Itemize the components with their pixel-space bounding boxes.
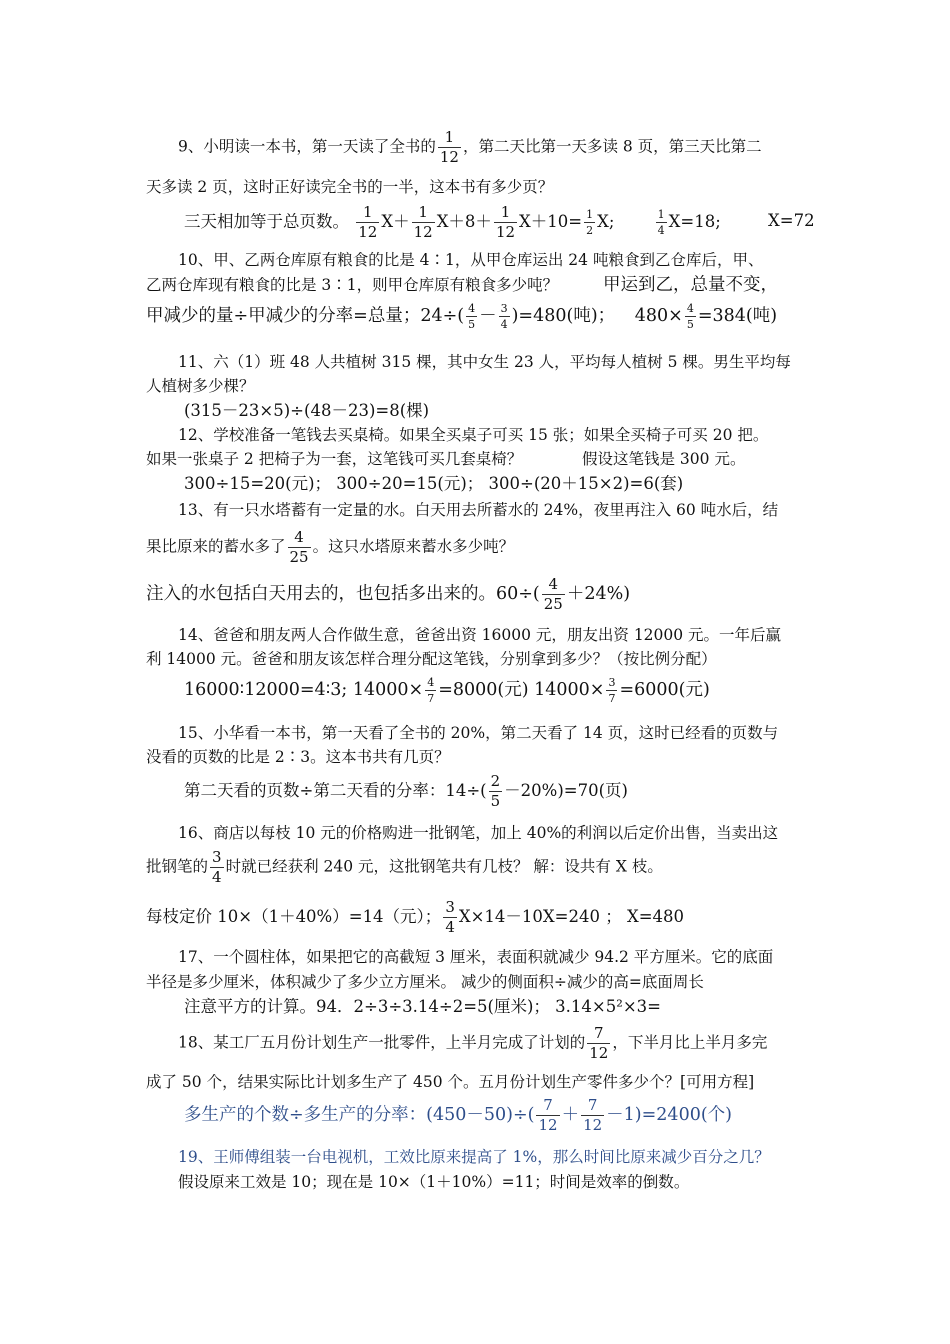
fraction: $\frac{3}{4}$ [500,302,508,331]
q16-line2: 批钢笔的 $\frac{3}{4}$ 时就已经获利 240 元，这批钢笔共有几枝？ 解：设共有 X 枝。 [146,848,663,886]
fraction: $\frac{4}{25}$ [543,575,563,613]
q15-line2: 没看的页数的比是 2∶3。这本书共有几页？ [146,748,450,766]
fraction: $\frac{1}{12}$ [439,128,459,166]
q13-line2: 果比原来的蓄水多了 $\frac{4}{25}$ 。这只水塔原来蓄水多少吨？ [146,528,515,566]
q9-text-a: 9、小明读一本书，第一天读了全书的 [178,137,436,156]
q14-answer: 16000∶12000=4∶3; 14000× $\frac{4}{7}$ =8000(元) 14000× $\frac{3}{7}$ =6000(元) [184,676,710,705]
q9-line2: 天多读 2 页，这时正好读完全书的一半，这本书有多少页？ [146,178,554,196]
fraction: $\frac{4}{5}$ [468,302,476,331]
q10-hint: 甲运到乙，总量不变， [603,275,778,295]
q12-line2: 如果一张桌子 2 把椅子为一套，这笔钱可买几套桌椅？ [146,450,523,468]
fraction: $\frac{7}{12}$ [589,1024,609,1062]
fraction: $\frac{7}{12}$ [583,1096,603,1134]
q17-answer: 注意平方的计算。94．2÷3÷3.14÷2=5(厘米)； 3.14×5²×3= [184,997,661,1016]
fraction: $\frac{4}{7}$ [427,676,435,705]
fraction: $\frac{4}{25}$ [289,528,309,566]
q16-answer: 每枝定价 10×（1＋40%）=14（元）； $\frac{3}{4}$ X×14－10X=240 ； X=480 [146,898,685,936]
q18-answer: 多生产的个数÷多生产的分率：(450－50)÷( $\frac{7}{12}$ ＋ $\frac{7}{12}$ －1)=2400(个) [184,1096,732,1134]
q9-answer-result: X=72 [768,211,815,230]
q9-text-b: ，第二天比第一天多读 8 页，第三天比第二 [462,137,762,156]
q17-line2: 半径是多少厘米，体积减少了多少立方厘米。 减少的侧面积÷减少的高=底面周长 [146,973,704,991]
fraction: $\frac{1}{12}$ [358,203,378,241]
fraction: $\frac{3}{4}$ [445,898,455,936]
q11-answer: (315－23×5)÷(48－23)=8(棵) [184,401,430,420]
q18-line1: 18、某工厂五月份计划生产一批零件，上半月完成了计划的 $\frac{7}{12}$ ，下半月比上半月多完 [178,1024,768,1062]
q12-answer: 300÷15=20(元)； 300÷20=15(元)； 300÷(20＋15×2)=6(套) [184,474,684,493]
q10-line2: 乙两仓库现有粮食的比是 3∶1，则甲仓库原有粮食多少吨？ [146,276,559,294]
q10-answer: 甲减少的量÷甲减少的分率=总量；24÷( $\frac{4}{5}$ － $\frac{3}{4}$ )=480(吨)； 480× $\frac{4}{5}$ =384(吨) [146,302,778,331]
fraction: $\frac{7}{12}$ [538,1096,558,1134]
fraction: $\frac{2}{5}$ [490,772,501,810]
q19-line1: 19、王师傅组装一台电视机，工效比原来提高了 1%，那么时间比原来减少百分之几？ [178,1148,770,1166]
q9-answer: 三天相加等于总页数。 $\frac{1}{12}$ X＋ $\frac{1}{12}$ X＋8＋ $\frac{1}{12}$ X＋10= $\frac{1}{2}$ X; $\frac{1}{4}$ X=18; [184,203,721,241]
fraction: $\frac{1}{2}$ [586,208,594,237]
fraction: $\frac{1}{12}$ [495,203,516,241]
q15-answer: 第二天看的页数÷第二天看的分率：14÷( $\frac{2}{5}$ －20%)=70(页) [184,772,628,810]
fraction: $\frac{3}{7}$ [608,676,616,705]
q11-line2: 人植树多少棵？ [146,377,255,395]
fraction: $\frac{1}{4}$ [657,208,665,237]
q14-line2: 利 14000 元。爸爸和朋友该怎样合理分配这笔钱，分别拿到多少？（按比例分配） [146,650,717,668]
q9-line1 [178,130,762,165]
q17-line1: 17、一个圆柱体，如果把它的高截短 3 厘米，表面积就减少 94.2 平方厘米。它的底面 [178,948,774,966]
q13-line1: 13、有一只水塔蓄有一定量的水。白天用去所蓄水的 24%，夜里再注入 60 吨水后，结 [178,501,779,519]
fraction: $\frac{4}{5}$ [686,302,694,331]
fraction: $\frac{3}{4}$ [212,848,222,886]
q11-line1: 11、六（1）班 48 人共植树 315 棵，其中女生 23 人，平均每人植树 5 棵。男生平均每 [178,353,791,371]
q13-answer: 注入的水包括白天用去的，也包括多出来的。60÷( $\frac{4}{25}$ ＋24%) [146,575,631,613]
q12-hint: 假设这笔钱是 300 元。 [582,450,746,468]
q14-line1: 14、爸爸和朋友两人合作做生意，爸爸出资 16000 元，朋友出资 12000 元。一年后赢 [178,626,782,644]
q18-line2: 成了 50 个，结果实际比计划多生产了 450 个。五月份计划生产零件多少个？[可用方程] [146,1073,755,1091]
q10-line1: 10、甲、乙两仓库原有粮食的比是 4∶1，从甲仓库运出 24 吨粮食到乙仓库后，甲、 [178,251,764,269]
q12-line1: 12、学校准备一笔钱去买桌椅。如果全买桌子可买 15 张；如果全买椅子可买 20 把。 [178,426,769,444]
q15-line1: 15、小华看一本书，第一天看了全书的 20%，第二天看了 14 页，这时已经看的页数与 [178,724,779,742]
fraction: $\frac{1}{12}$ [413,203,433,241]
q16-line1: 16、商店以每枝 10 元的价格购进一批钢笔，加上 40%的利润以后定价出售，当卖出这 [178,824,779,842]
q19-line2: 假设原来工效是 10；现在是 10×（1＋10%）=11；时间是效率的倒数。 [178,1173,690,1191]
